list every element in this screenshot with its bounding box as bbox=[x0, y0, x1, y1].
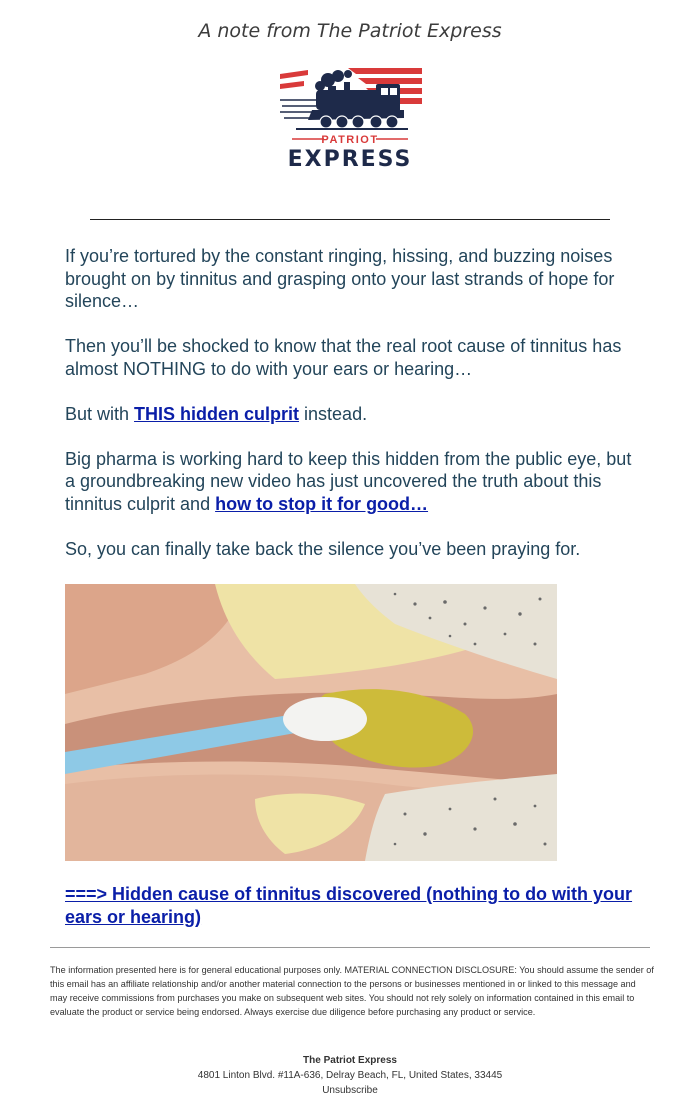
paragraph-1: If you’re tortured by the constant ringing, hissing, and buzzing noises brought on by tinnitus and grasping onto your last strands of hope for silence… bbox=[65, 246, 615, 311]
paragraph-3 bbox=[65, 403, 645, 426]
p3-after: instead. bbox=[299, 403, 368, 424]
cta-link[interactable]: ===> Hidden cause of tinnitus discovered (nothing to do with your ears or hearing) bbox=[65, 884, 633, 927]
cta-container bbox=[65, 883, 655, 928]
footer-company: The Patriot Express bbox=[303, 1055, 397, 1066]
header-note: A note from The Patriot Express bbox=[198, 20, 502, 42]
logo-line2: EXPRESS bbox=[287, 147, 413, 172]
unsubscribe-link[interactable]: Unsubscribe bbox=[322, 1085, 378, 1096]
hidden-culprit-link[interactable]: THIS hidden culprit bbox=[134, 403, 300, 424]
header-divider bbox=[90, 219, 610, 220]
stop-it-link[interactable]: how to stop it for good… bbox=[215, 493, 429, 514]
email-body bbox=[65, 245, 645, 583]
train-logo-icon bbox=[278, 66, 422, 172]
logo-line1: PATRIOT bbox=[321, 134, 379, 146]
paragraph-5: So, you can finally take back the silence you’ve been praying for. bbox=[65, 538, 581, 559]
footer-divider bbox=[50, 947, 650, 948]
p4-before: Big pharma is working hard to keep this hidden from the public eye, but a groundbreaking new video has just uncovered the truth about this tinnitus culprit and bbox=[65, 448, 632, 514]
ear-canal-illustration-icon bbox=[65, 584, 557, 861]
paragraph-4 bbox=[65, 448, 645, 516]
footer-address: 4801 Linton Blvd. #11A-636, Delray Beach, FL, United States, 33445 bbox=[197, 1070, 503, 1081]
paragraph-2: Then you’ll be shocked to know that the real root cause of tinnitus has almost NOTHING to do with your ears or hearing… bbox=[65, 336, 622, 379]
disclosure-text: The information presented here is for general educational purposes only. MATERIAL CONNECTION DISCLOSURE: You should assume the sender of this email has an affiliate relationship and/or another material connection to the persons or businesses mentioned in or linked to this message and may receive commissions from purchases you make on subsequent web sites. You should not rely solely on information contained in this email to evaluate the product or service being endorsed. Always exercise due diligence before purchasing any product or service. bbox=[50, 965, 654, 1017]
patriot-express-logo[interactable] bbox=[278, 66, 422, 172]
hero-image-link[interactable] bbox=[65, 584, 557, 861]
footer bbox=[0, 1053, 700, 1098]
p3-before: But with bbox=[65, 403, 135, 424]
